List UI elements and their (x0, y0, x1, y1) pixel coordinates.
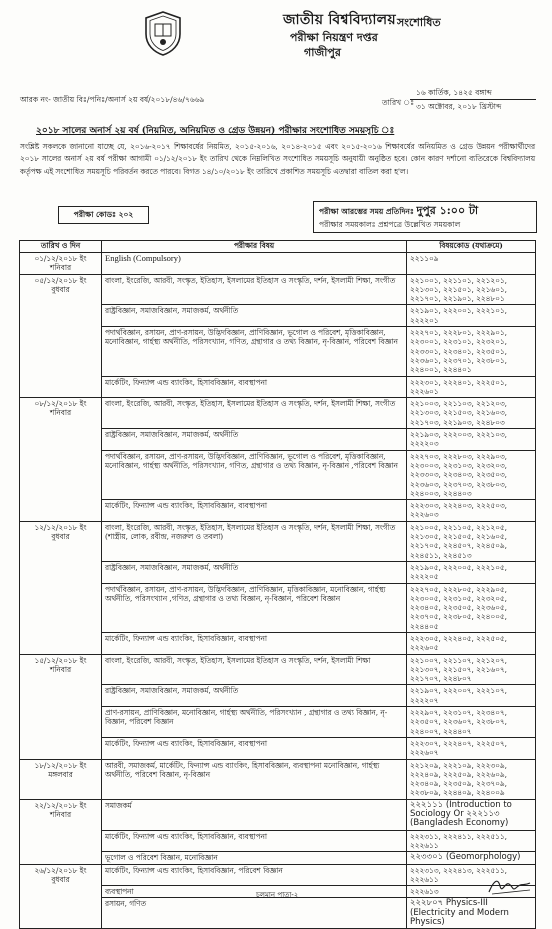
exam-date: ০৮/১২/২০১৮ ইং (34, 399, 87, 409)
subject-code-cell: ২২১০০১, ২২১১০১, ২২১২০১, ২২১৩০১, ২২১৫০১, ২২১৬০১, ২২১৭০১, ২২১৯০১, ২২৪৮০১ (407, 274, 536, 305)
subject-code-cell: ২২২৭০৫, ২২২৮০৫, ২২২৯০৫, ২২৩০০৫, ২২৩১০৫, ২২৩২০৫, ২২৩৪০৫, ২২৩৫০৫, ২২৩৬০৫, ২২৩৭০৫, ২২৩৮০৫, ২২৪০০৫, ২২৪৪০৫ (407, 583, 536, 632)
subject-cell: বাংলা, ইংরেজি, আরবী, সংস্কৃত, ইতিহাস, ইসলামের ইতিহাস ও সংস্কৃতি, দর্শন, ইসলামী শিক্ষা, সংগীত (শাস্ত্রীয়, লোক, রবীন্দ্র, নজরুল ও তবলা) (102, 521, 407, 561)
date-day-cell (20, 398, 102, 522)
exam-time-box (313, 201, 537, 233)
subject-code-cell: ২২২১১১ (Introduction to Sociology Or ২২২১১৩ (Bangladesh Economy) (407, 799, 536, 830)
table-row (20, 274, 536, 305)
start-time: দুপুর ১:০০ টা (416, 204, 479, 217)
subject-code-cell: ২২২৭০১, ২২২৮০১, ২২২৯০১, ২২৩০০১, ২২৩১০১, ২২৩২০১, ২২৩৩০১, ২২৩৪০১, ২২৩৫০১, ২২৩৬০১, ২২৩৭০১, ২২৩৮০১, ২২৪০০১, ২২৪৪০১ (407, 327, 536, 376)
exam-day: বুধবার (51, 284, 70, 294)
subject-cell: মার্কেটিং, ফিন্যান্স এন্ড ব্যাংকিং, হিসাববিজ্ঞান, পরিবেশ বিজ্ঞান (102, 864, 407, 886)
table-row (20, 864, 536, 886)
subject-cell: পদার্থবিজ্ঞান, রসায়ন, প্রাণ-রসায়ন, উদ্ভিদবিজ্ঞান, প্রাণিবিজ্ঞান, ভূগোল ও পরিবেশ, মৃত্তিকাবিজ্ঞান, মনোবিজ্ঞান, গার্হস্থ্য অর্থনীতি, পরিসংখ্যান, গণিত, গ্রন্থাগার ও তথ্য বিজ্ঞান, নৃ-বিজ্ঞান ,পরিবেশ বিজ্ঞান (102, 450, 407, 499)
exam-day: শনিবার (50, 664, 71, 674)
date-day-cell (20, 654, 102, 759)
subject-cell: রাষ্ট্রবিজ্ঞান, সমাজবিজ্ঞান, সমাজকর্ম, অর্থনীতি (102, 685, 407, 707)
subject-code-cell: ২২২৮০৭ Physics-III (Electricity and Modern Physics) (407, 898, 536, 929)
subject-cell: প্রাণ-রসায়ন, প্রাণিবিজ্ঞান, মনোবিজ্ঞান, গার্হস্থ্য অর্থনীতি, পরিসংখ্যান , গ্রন্থাগার ও তথ্য বিজ্ঞান, নৃ-বিজ্ঞান, পরিবেশ বিজ্ঞান (102, 707, 407, 738)
office-name: পরীক্ষা নিয়ন্ত্রণ দপ্তর (290, 31, 378, 44)
exam-date: ১৮/১২/২০১৮ ইং (34, 760, 87, 770)
subject-cell: রাষ্ট্রবিজ্ঞান, সমাজবিজ্ঞান, সমাজকর্ম, অর্থনীতি (102, 305, 407, 327)
exam-date: ০৫/১২/২০১৮ ইং (34, 275, 87, 285)
memo-date (410, 86, 536, 113)
date-english: ৩১ অক্টোবর, ২০১৮ খ্রিস্টাব্দ (416, 102, 502, 111)
subject-cell: রাষ্ট্রবিজ্ঞান, সমাজবিজ্ঞান, সমাজকর্ম, অর্থনীতি (102, 561, 407, 583)
column-header: বিষয়কোড (যথাক্রমে) (407, 241, 536, 253)
subject-cell: ব্যবস্থাপনা (102, 886, 407, 898)
subject-code-cell: ২২২৩০৩, ২২২৪০৩, ২২২৫০৩, ২২২৬০৩ (407, 500, 536, 522)
exam-date: ২২/১২/২০১৮ ইং (34, 800, 87, 810)
column-header: পরীক্ষার বিষয় (102, 241, 407, 253)
university-name: জাতীয় বিশ্ববিদ্যালয় (283, 12, 396, 28)
exam-code-box: পরীক্ষা কোডঃ ২০২ (58, 206, 149, 224)
subject-cell: ভূগোল ও পরিবেশ বিজ্ঞান, মনোবিজ্ঞান (102, 852, 407, 864)
subject-cell: আরবী, সমাজকর্ম, মার্কেটিং, ফিন্যান্স এন্ড ব্যাংকিং, হিসাববিজ্ঞান, ব্যবস্থাপনা মনোবিজ্ঞান, গার্হস্থ্য অর্থনীতি, পরিবেশ বিজ্ঞান, নৃ-বিজ্ঞান (102, 759, 407, 799)
subject-code-cell: ২২১৯০৫, ২২২০০৫, ২২২১০৫, ২২২২০৫ (407, 561, 536, 583)
table-row (20, 398, 536, 429)
subject-code-cell: ২২২৭০৩, ২২২৮০৩, ২২২৯০৩, ২২৩০০৩, ২২৩১০৩, ২২৩২০৩, ২২৩৩০৩, ২২৩৪০৩, ২২৩৫০৩, ২২৩৬০৩, ২২৩৭০৩, ২২৩৮০৩, ২২৪০০৩, ২২৪৪০৩ (407, 450, 536, 499)
date-day-cell (20, 521, 102, 654)
subject-code-cell: ২২২৩০৭, ২২২৪০৭, ২২২৫০৭, ২২২৬০৭ (407, 737, 536, 759)
date-label: তারিখ ঃ (382, 98, 415, 107)
subject-cell: বাংলা, ইংরেজি, আরবী, সংস্কৃত, ইতিহাস, ইসলামের ইতিহাস ও সংস্কৃতি, দর্শন, ইসলামী শিক্ষা, সংগীত (102, 274, 407, 305)
subject-code-cell: ২২২৩০১, ২২২৪০১, ২২২৫০১, ২২২৬০১ (407, 376, 536, 398)
subject-code-cell: ২২১৯০১, ২২২০০১, ২২২১০১, ২২২২০১ (407, 305, 536, 327)
revised-label: সংশোধিত (397, 16, 441, 29)
subject-code-cell: ২২১০০৫, ২২১১০৫, ২২১২০৫, ২২১৩০৫, ২২১৫০৫, ২২১৬০৫, ২২১৭০৫, ২২৪৫০৭, ২২৪৫০৯, ২২৪৫১১, ২২৪৫১৩ (407, 521, 536, 561)
subject-code-cell: ২২২৩০৫, ২২২৪০৫, ২২২৫০৫, ২২২৬০৫ (407, 632, 536, 654)
subject-code-cell: ২২১০০৩, ২২১১০৩, ২২১২০৩, ২২১৩০৩, ২২১৫০৩, ২২১৬০৩, ২২১৭০৩, ২২১৯০৩, ২২৪৮০৩ (407, 398, 536, 429)
date-day-cell (20, 864, 102, 929)
exam-day: শনিবার (50, 810, 71, 820)
subject-cell: রাষ্ট্রবিজ্ঞান, সমাজবিজ্ঞান, সমাজকর্ম, অর্থনীতি (102, 429, 407, 451)
subject-cell: মার্কেটিং, ফিন্যান্স এন্ড ব্যাংকিং, হিসাববিজ্ঞান, ব্যবস্থাপনা (102, 376, 407, 398)
subject-cell: বাংলা, ইংরেজি, আরবী, সংস্কৃত, ইতিহাস, ইসলামের ইতিহাস ও সংস্কৃতি, দর্শন, ইসলামী শিক্ষা (102, 654, 407, 685)
subject-cell: English (Compulsory) (102, 253, 407, 275)
table-row (20, 759, 536, 799)
subject-code-cell: ২২১২০৯, ২২২১০৯, ২২২৩০৯, ২২২৪০৯, ২২২৫০৯, ২২২৬০৯, ২২৩৪০৯, ২২৩৫০৯, ২২৩৭০৯, ২২৩৮০৯, ২২৪৪০৯, ২২৪০০৯ (407, 759, 536, 799)
subject-code-cell: ২২১৯০৩, ২২২০০৩, ২২২১০৩, ২২২২০৩ (407, 429, 536, 451)
subject-code-cell: ২২২৯০৭, ২২৩১০৭, ২২৩৪০৭, ২২৩৫০৭, ২২৩৬০৭, ২২৩৮০৭, ২২৪০০৭, ২২৪৪০৭ (407, 707, 536, 738)
start-time-label: পরীক্ষা আরম্ভের সময় প্রতিদিনঃ (319, 207, 414, 216)
subject-cell: মার্কেটিং, ফিন্যান্স এন্ড ব্যাংকিং, হিসাববিজ্ঞান, ব্যবস্থাপনা (102, 737, 407, 759)
date-day-cell (20, 274, 102, 398)
exam-date: ২৬/১২/২০১৮ ইং (34, 865, 87, 875)
exam-date: ০১/১২/২০১৮ ইং (34, 254, 87, 263)
date-day-cell (20, 253, 102, 275)
exam-schedule-table (19, 240, 536, 929)
exam-day: শনিবার (50, 408, 71, 418)
notice-paragraph: সংশ্লিষ্ট সকলকে জানানো যাচ্ছে যে, ২০১৬-২০১৭ শিক্ষাবর্ষের নিয়মিত, ২০১৫-২০১৬, ২০১৪-২০১৫ এবং ২০১৫-২০১৬ শিক্ষাবর্ষের অনিয়মিত ও গ্রেড উন্নয়ন পরীক্ষার্থীদের ২০১৮ সালের অনার্স ২য় বর্ষ পরীক্ষা আগামী ০১/১২/২০১৮ ইং তারিখ থেকে নিম্নলিখিত সংশোধিত সময়সূচি অনুযায়ী অনুষ্ঠিত হবে। কোন কারণ দর্শানো ব্যতিরেকে বিশ্ববিদ্যালয় কর্তৃপক্ষ এই সংশোধিত সময়সূচি পরিবর্তন করতে পারবে। বিগত ১৪/১০/২০১৮ ইং তারিখে প্রকাশিত সময়সূচি এতদ্বারা বাতিল করা হ'ল। (20, 142, 535, 176)
date-bangla: ১৬ কার্তিক, ১৪২৫ বঙ্গাব্দ (410, 86, 536, 100)
subject-cell: পদার্থবিজ্ঞান, রসায়ন, প্রাণ-রসায়ন, উদ্ভিদবিজ্ঞান, প্রাণিবিজ্ঞান, ভূগোল ও পরিবেশ, মৃত্তিকাবিজ্ঞান, মনোবিজ্ঞান, গার্হস্থ্য অর্থনীতি, পরিসংখ্যান, গণিত, গ্রন্থাগার ও তথ্য বিজ্ঞান, নৃ-বিজ্ঞান, পরিবেশ বিজ্ঞান (102, 327, 407, 376)
subject-cell: পদার্থবিজ্ঞান, রসায়ন, প্রাণ-রসায়ন, উদ্ভিদবিজ্ঞান, প্রাণিবিজ্ঞান, মৃত্তিকাবিজ্ঞান, মনোবিজ্ঞান, গার্হস্থ্য অর্থনীতি, পরিসংখ্যান ,গণিত, গ্রন্থাগার ও তথ্য বিজ্ঞান, নৃ-বিজ্ঞান, পরিবেশ বিজ্ঞান (102, 583, 407, 632)
memo-reference: আরক নং- জাতীয় বিঃ/পনিঃ/অনার্স ২য় বর্ষ/২০১৮/৪৬/৭৬৬৯ (20, 95, 205, 104)
exam-day: বুধবার (51, 532, 70, 542)
table-row (20, 654, 536, 685)
subject-cell: মার্কেটিং, ফিন্যান্স এন্ড ব্যাংকিং, হিসাববিজ্ঞান, ব্যবস্থাপনা (102, 632, 407, 654)
table-row (20, 799, 536, 830)
exam-date: ১৫/১২/২০১৮ ইং (34, 655, 87, 665)
subject-code-cell: ২২২৬১৩ (407, 886, 536, 898)
table-row (20, 253, 536, 275)
table-row (20, 521, 536, 561)
continuation-note: চলমান পাতা-২ (256, 891, 299, 899)
subject-code-cell: ২২২৩১১, ২২২৪১১, ২২২৫১১, ২২২৬১১ (407, 830, 536, 852)
office-location: গাজীপুর (304, 46, 341, 59)
subject-code-cell: ২২১৯০৭, ২২২০০৭, ২২২১০৭, ২২২২০৭ (407, 685, 536, 707)
subject-code-cell: ২২২৩১৩, ২২২৪১৩, ২২২৫১১, ২২২৬১১ (407, 864, 536, 886)
duration-text: পরীক্ষার সময়কালঃ প্রশ্নপত্রে উল্লেখিত সময়কাল (319, 220, 461, 229)
date-day-cell (20, 799, 102, 864)
date-day-cell (20, 759, 102, 799)
exam-day: শনিবার (50, 263, 71, 273)
subject-code-cell: ২২১১০৯ (407, 253, 536, 275)
exam-day: বুধবার (51, 874, 70, 884)
exam-day: মঙ্গলবার (48, 769, 73, 779)
table-header-row (20, 241, 536, 253)
exam-date: ১২/১২/২০১৮ ইং (34, 522, 87, 532)
university-crest-icon (143, 10, 183, 56)
subject-code-cell: ২২৩৩০১ (Geomorphology) (407, 852, 536, 864)
subject-cell: সমাজকর্ম (102, 799, 407, 830)
subject-code-cell: ২২১০০৭, ২২১১০৭, ২২১২০৭, ২২১৩০৭, ২২১৫০৭, ২২১৬০৭, ২২১৭০৭, ২২৪৮০৭ (407, 654, 536, 685)
signature-icon (486, 874, 534, 898)
subject-cell: বাংলা, ইংরেজি, আরবী, সংস্কৃত, ইতিহাস, ইসলামের ইতিহাস ও সংস্কৃতি, দর্শন, ইসলামী শিক্ষা, সংগীত (102, 398, 407, 429)
schedule-heading: ২০১৮ সালের অনার্স ২য় বর্ষ (নিয়মিত, অনিয়মিত ও গ্রেড উন্নয়ন) পরীক্ষার সংশোধিত সময়সূচি ঃ (36, 126, 395, 136)
subject-cell: মার্কেটিং, ফিন্যান্স এন্ড ব্যাংকিং, হিসাববিজ্ঞান, ব্যবস্থাপনা (102, 500, 407, 522)
column-header: তারিখ ও দিন (20, 241, 102, 253)
subject-cell: রসায়ন, গণিত (102, 898, 407, 929)
subject-cell: মার্কেটিং, ফিন্যান্স এন্ড ব্যাংকিং, হিসাববিজ্ঞান, ব্যবস্থাপনা (102, 830, 407, 852)
